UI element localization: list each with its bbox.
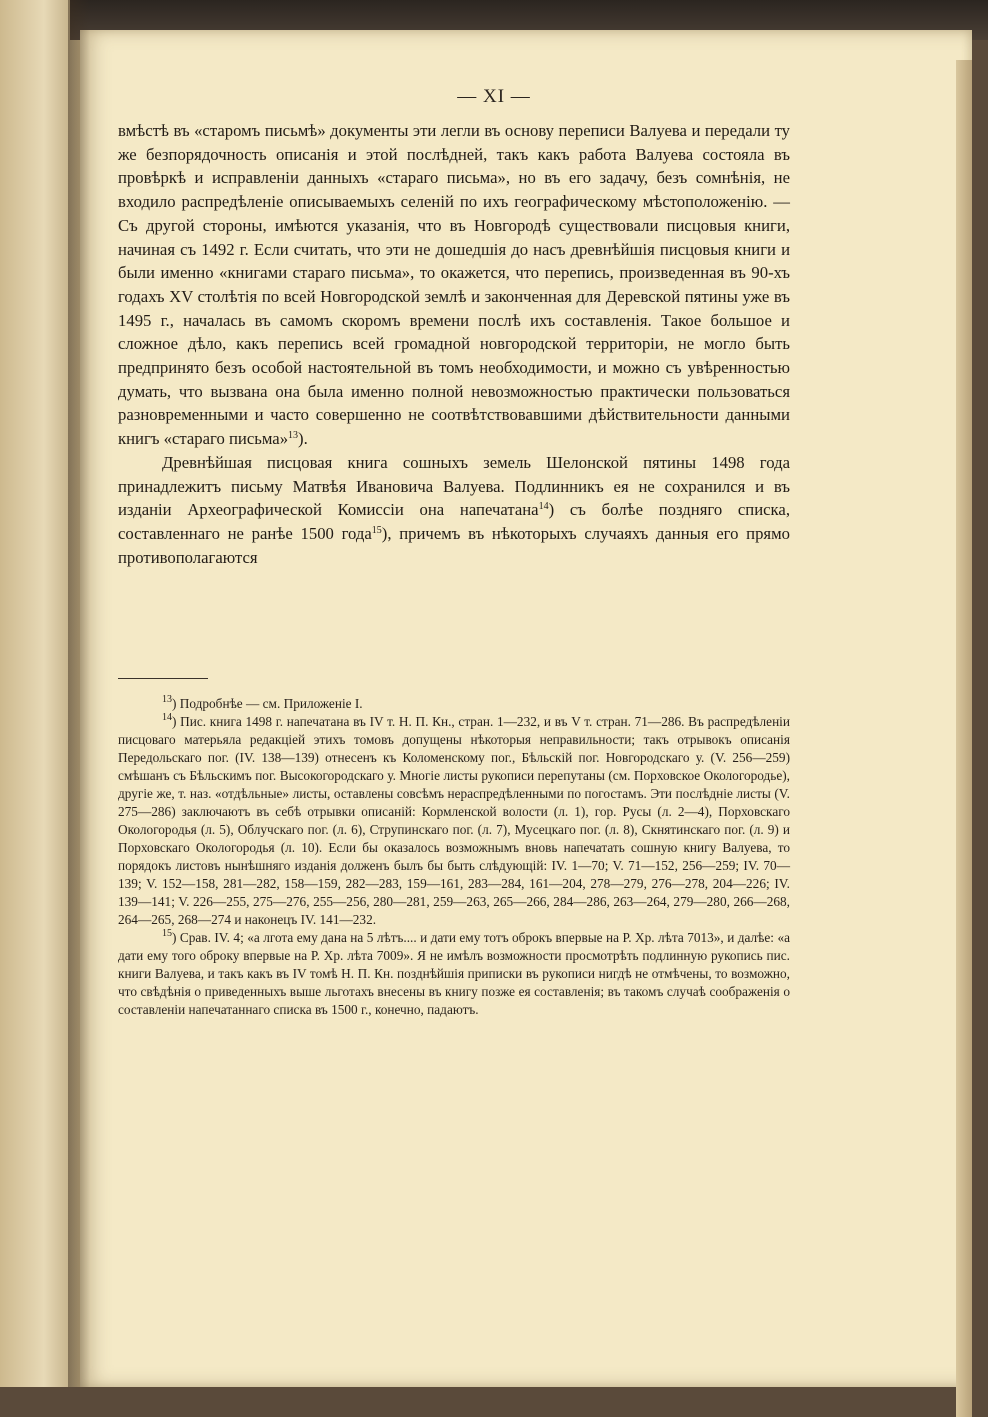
main-text [118,119,790,569]
footnote-number: 14 [162,712,172,723]
paragraph-1 [118,119,790,451]
paragraph-1-end: ). [298,429,308,449]
footnote-ref-14: 14 [538,501,549,513]
footnote-text: ) Срав. IV. 4; «а лгота ему дана на 5 лѣтъ.... и дати ему тотъ оброкъ впервые на Р. Хр. лѣта 7013», и далѣе: «а дати ему того оброку впервые на Р. Хр. лѣта 7009». Я не имѣлъ возможности просмотрѣть подлинную рукопись пис. книги Валуева, и такъ какъ въ IV томѣ Н. П. Кн. позднѣйшія приписки въ рукописи нигдѣ не отмѣчены, то возможно, что свѣдѣнія о приведенныхъ выше льготахъ внесены въ книгу позже ея составленія; въ такомъ случаѣ соображенія о составленіи напечатаннаго списка въ 1500 г., конечно, падаютъ. [118,930,790,1017]
spine-shadow [68,0,90,1387]
page-right-edge [956,60,972,1417]
footnote-text: ) Пис. книга 1498 г. напечатана въ IV т. Н. П. Кн., стран. 1—232, и въ V т. стран. 71—286. Въ распредѣленіи писцоваго матерьяла редакціей этихъ томовъ допущены нѣкоторыя неправильности; такъ отрывокъ описанія Передольскаго пог. (IV. 138—139) отнесенъ къ Коломенскому пог., Бѣльскій пог. Новгородскаго у. (V. 256—259) смѣшанъ съ Бѣльскимъ пог. Высокогородскаго у. Многіе листы рукописи перепутаны (см. Порховское Окологородье), другіе же, т. наз. «отдѣльные» листы, оставлены совсѣмъ нераспредѣленными по погостамъ. Эти послѣдніе листы (V. 275—286) заключаютъ въ себѣ отрывки описаній: Кормленской волости (л. 1), гор. Русы (л. 2—4), Порховскаго Окологородья (л. 5), Облучскаго пог. (л. 6), Струпинскаго пог. (л. 7), Мусецкаго пог. (л. 8), Скнятинскаго пог. (л. 9) и Порховскаго Окологородья (л. 10). Если бы оказалось возможнымъ вновь напечатать сошную книгу Валуева, то порядокъ листовъ нынѣшняго изданія долженъ былъ бы быть слѣдующій: IV. 1—70; V. 71—152, 256—259; IV. 70—139; V. 152—158, 281—282, 158—159, 282—283, 159—161, 283—284, 161—204, 278—279, 276—278, 204—226; IV. 139—141; V. 226—255, 275—276, 255—256, 280—281, 259—263, 265—266, 284—286, 263—264, 279—280, 266—268, 264—265, 268—274 и наконецъ IV. 141—232. [118,714,790,927]
paragraph-1-text: вмѣстѣ въ «старомъ письмѣ» документы эти легли въ основу переписи Валуева и передали ту же безпорядочность описанія и этой послѣдней, такъ какъ работа Валуева состояла въ провѣркѣ и исправленіи данныхъ «стараго письма», но въ его задачу, безъ сомнѣнія, не входило распредѣленіе описываемыхъ селеній по ихъ географическому мѣстоположенію. — Съ другой стороны, имѣются указанія, что въ Новгородѣ существовали писцовыя книги, начиная съ 1492 г. Если считать, что эти не дошедшія до насъ древнѣйшія писцовыя книги и были именно «книгами стараго письма», то окажется, что перепись, произведенная въ 90-хъ годахъ XV столѣтія по всей Новгородской землѣ и законченная для Деревской пятины уже въ 1495 г., началась въ самомъ скоромъ времени послѣ ихъ составленія. Такое большое и сложное дѣло, какъ перепись всей громадной новгородской территоріи, не могло быть предпринято безъ особой настоятельной въ томъ необходимости, и можно съ увѣренностью думать, что вызвана она была именно полной невозможностью практически пользоваться разновременными и часто совершенно не соотвѣтствовавшими дѣйствительности данными книгъ «стараго письма» [118,121,790,449]
footnote-15 [118,929,790,1019]
footnote-separator [118,678,208,679]
footnote-ref-13: 13 [288,430,299,442]
footnote-text: ) Подробнѣе — см. Приложеніе I. [172,696,363,711]
footnote-13 [118,695,790,713]
paragraph-2 [118,451,790,570]
footnote-ref-15: 15 [371,524,382,536]
footnote-14 [118,713,790,929]
footnotes [118,695,790,1019]
footnote-number: 15 [162,928,172,939]
paragraph-2-end: ), причемъ въ нѣкоторыхъ случаяхъ данныя его прямо противополагаются [118,523,791,567]
page-header: — XI — [457,86,531,107]
paragraph-2-text: Древнѣйшая писцовая книга сошныхъ земель Шелонской пятины 1498 года принадлежитъ письму Матвѣя Ивановича Валуева. Подлинникъ ея не сохранился и въ изданіи Археографической Комиссіи она напечатана [118,452,790,520]
footnote-number: 13 [162,694,172,705]
paragraph-2-mid: ) съ болѣе поздняго списка, составленнаго не ранѣе 1500 года [118,500,790,543]
